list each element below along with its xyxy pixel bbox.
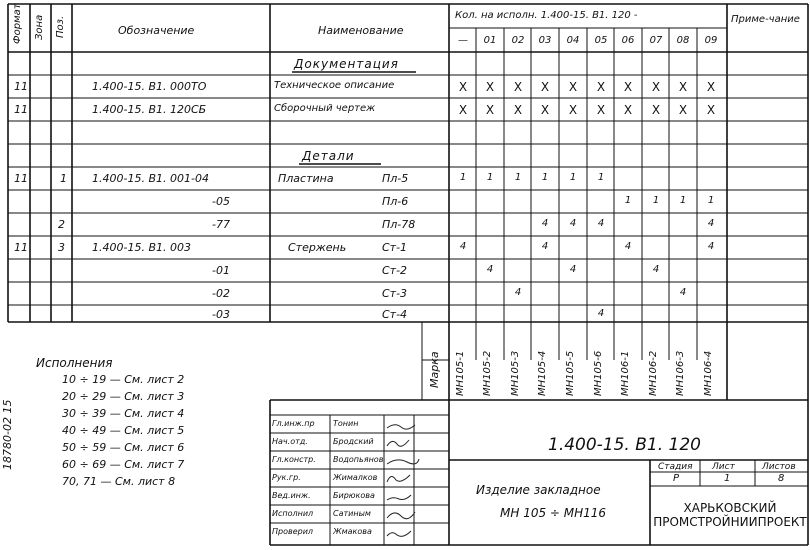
tb-role: Рук.гр.: [272, 473, 301, 482]
marka-label: Марка: [428, 351, 441, 388]
execution-line: 70, 71 — См. лист 8: [62, 475, 176, 488]
qty-one: 1: [514, 172, 522, 183]
qty-mark: X: [513, 103, 523, 117]
mark-label: МН105-6: [593, 350, 604, 396]
qty-four: 4: [652, 264, 660, 275]
qty-four: 4: [541, 241, 549, 252]
tb-name: Жмакова: [333, 527, 372, 536]
header-name: Наименование: [318, 24, 404, 37]
qty-mark: X: [568, 80, 578, 94]
qty-four: 4: [707, 241, 715, 252]
qty-mark: X: [596, 103, 606, 117]
tb-role: Вед.инж.: [272, 491, 311, 500]
tb-role: Гл.констр.: [272, 455, 316, 464]
qty-mark: X: [596, 80, 606, 94]
header-designation: Обозначение: [118, 24, 195, 37]
tb-name: Бирюкова: [333, 491, 375, 500]
qty-one: 1: [707, 195, 715, 206]
side-stamp: 18780-02 15: [1, 399, 14, 470]
p77-designation: -77: [212, 218, 230, 231]
plate-mark: Пл-5: [382, 172, 409, 185]
qty-four: 4: [486, 264, 494, 275]
doc2-name: Сборочный чертеж: [274, 103, 376, 114]
plate-pos: 1: [60, 172, 67, 185]
qty-four: 4: [569, 264, 577, 275]
execution-line: 50 ÷ 59 — См. лист 6: [62, 441, 185, 454]
variant-05: 05: [594, 35, 608, 46]
qty-one: 1: [652, 195, 660, 206]
qty-mark: X: [623, 80, 633, 94]
qty-four: 4: [597, 308, 605, 319]
qty-mark: X: [678, 80, 688, 94]
organization: [652, 502, 808, 530]
product-line1: Изделие закладное: [476, 483, 601, 497]
qty-mark: X: [458, 80, 468, 94]
mark-label: МН105-5: [565, 350, 576, 396]
sheet-label: Лист: [712, 462, 735, 472]
p05-mark: Пл-6: [382, 195, 409, 208]
p77-pos: 2: [58, 218, 65, 231]
variant-06: 06: [621, 35, 635, 46]
execution-line: 60 ÷ 69 — См. лист 7: [62, 458, 185, 471]
stage-value: Р: [673, 473, 680, 484]
qty-mark: X: [485, 80, 495, 94]
header-format: Формат: [12, 3, 23, 44]
rod-designation: 1.400-15. В1. 003: [92, 241, 191, 254]
sheets-value: 8: [778, 473, 785, 484]
rod-name: Стержень: [288, 241, 347, 254]
qty-one: 1: [541, 172, 549, 183]
stage-label: Стадия: [658, 462, 693, 472]
qty-mark: X: [540, 103, 550, 117]
variant-dash: —: [458, 35, 468, 46]
qty-mark: X: [706, 103, 716, 117]
variant-03: 03: [538, 35, 552, 46]
variant-08: 08: [676, 35, 690, 46]
p05-designation: -05: [212, 195, 230, 208]
doc2-designation: 1.400-15. В1. 120СБ: [92, 103, 207, 116]
doc1-name: Техническое описание: [274, 80, 395, 91]
sheets-label: Листов: [762, 462, 796, 472]
plate-designation: 1.400-15. В1. 001-04: [92, 172, 209, 185]
r02-designation: -02: [212, 287, 230, 300]
variant-09: 09: [704, 35, 718, 46]
plate-name: Пластина: [278, 172, 334, 185]
qty-four: 4: [541, 218, 549, 229]
r02-mark: Ст-3: [382, 287, 408, 300]
tb-role: Проверил: [272, 527, 314, 536]
mark-label: МН105-1: [455, 350, 466, 396]
qty-one: 1: [569, 172, 577, 183]
mark-label: МН106-4: [703, 350, 714, 396]
execution-line: 10 ÷ 19 — См. лист 2: [62, 373, 185, 386]
header-zone: Зона: [34, 14, 45, 40]
qty-mark: X: [540, 80, 550, 94]
plate-format: 11: [14, 172, 28, 185]
executions-title: Исполнения: [36, 356, 113, 370]
r01-mark: Ст-2: [382, 264, 408, 277]
doc2-format: 11: [14, 103, 28, 116]
org-line1: ХАРЬКОВСКИЙ: [683, 501, 777, 515]
mark-label: МН105-4: [537, 350, 548, 396]
qty-four: 4: [569, 218, 577, 229]
qty-mark: X: [678, 103, 688, 117]
p77-mark: Пл-78: [382, 218, 416, 231]
doc-code: 1.400-15. В1. 120: [548, 435, 701, 455]
qty-mark: X: [623, 103, 633, 117]
mark-label: МН105-2: [482, 350, 493, 396]
rod-format: 11: [14, 241, 28, 254]
tb-name: Сатиным: [333, 509, 371, 518]
mark-label: МН105-3: [510, 350, 521, 396]
qty-four: 4: [679, 287, 687, 298]
r01-designation: -01: [212, 264, 230, 277]
execution-line: 40 ÷ 49 — См. лист 5: [62, 424, 185, 437]
mark-label: МН106-3: [675, 350, 686, 396]
execution-line: 30 ÷ 39 — См. лист 4: [62, 407, 185, 420]
qty-mark: X: [706, 80, 716, 94]
doc1-format: 11: [14, 80, 28, 93]
tb-name: Водопьянов: [333, 455, 384, 464]
qty-mark: X: [485, 103, 495, 117]
header-pos: Поз.: [55, 15, 66, 38]
tb-name: Тонин: [333, 419, 359, 428]
doc1-designation: 1.400-15. В1. 000ТО: [92, 80, 207, 93]
qty-mark: X: [458, 103, 468, 117]
mark-label: МН106-2: [648, 350, 659, 396]
qty-mark: X: [568, 103, 578, 117]
qty-one: 1: [459, 172, 467, 183]
qty-one: 1: [624, 195, 632, 206]
qty-four: 4: [624, 241, 632, 252]
sheet-value: 1: [724, 473, 731, 484]
r03-designation: -03: [212, 308, 230, 321]
tb-role: Нач.отд.: [272, 437, 308, 446]
tb-name: Жималков: [333, 473, 378, 482]
qty-four: 4: [707, 218, 715, 229]
variant-07: 07: [649, 35, 663, 46]
tb-name: Бродский: [333, 437, 374, 446]
rod-pos: 3: [58, 241, 65, 254]
tb-role: Гл.инж.пр: [272, 419, 315, 428]
section-details: Детали: [302, 149, 355, 163]
section-documentation: Документация: [294, 57, 399, 71]
tb-role: Исполнил: [272, 509, 314, 518]
qty-mark: X: [651, 103, 661, 117]
header-note: Приме-чание: [731, 14, 800, 25]
product-line2: МН 105 ÷ МН116: [500, 506, 607, 520]
variant-04: 04: [566, 35, 580, 46]
qty-mark: X: [513, 80, 523, 94]
r03-mark: Ст-4: [382, 308, 408, 321]
qty-four: 4: [514, 287, 522, 298]
qty-mark: X: [651, 80, 661, 94]
execution-line: 20 ÷ 29 — См. лист 3: [62, 390, 185, 403]
org-line2: ПРОМСТРОЙНИИПРОЕКТ: [653, 514, 807, 529]
qty-four: 4: [597, 218, 605, 229]
variant-02: 02: [511, 35, 525, 46]
qty-four: 4: [459, 241, 467, 252]
rod-mark: Ст-1: [382, 241, 408, 254]
header-qty-title: Кол. на исполн. 1.400-15. В1. 120 -: [455, 10, 638, 21]
qty-one: 1: [597, 172, 605, 183]
mark-label: МН106-1: [620, 350, 631, 396]
variant-01: 01: [483, 35, 497, 46]
qty-one: 1: [679, 195, 687, 206]
qty-one: 1: [486, 172, 494, 183]
